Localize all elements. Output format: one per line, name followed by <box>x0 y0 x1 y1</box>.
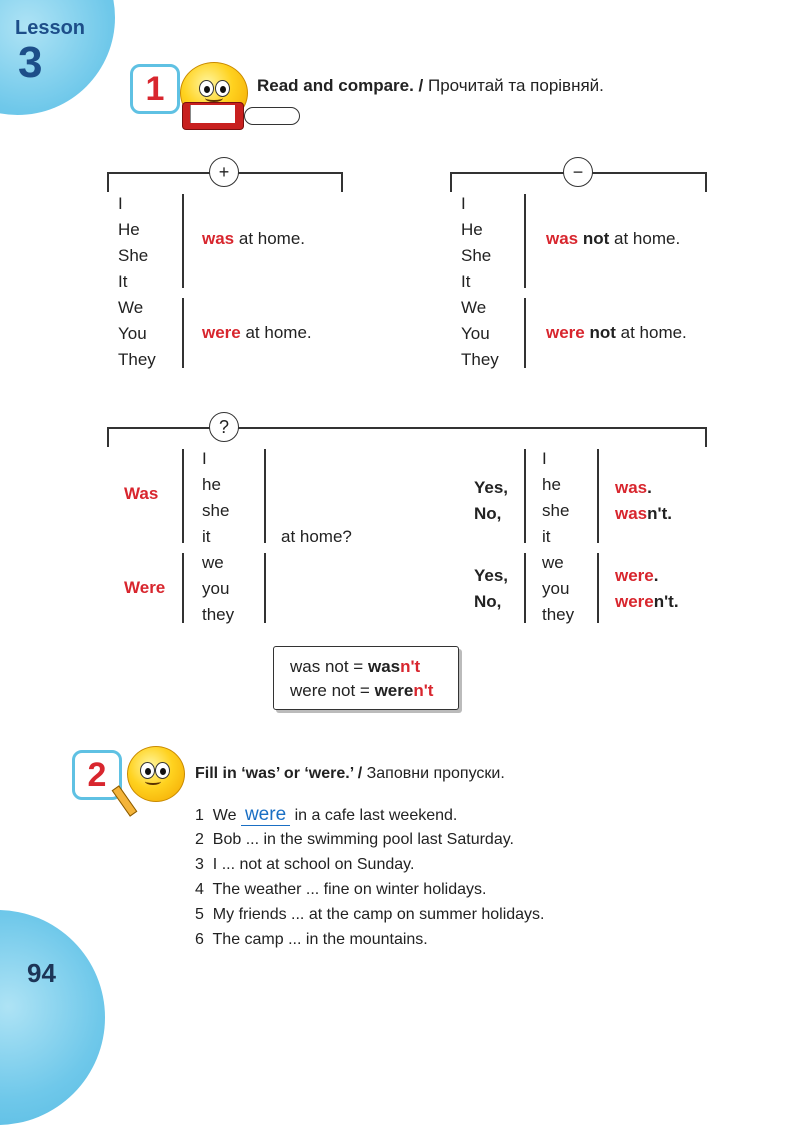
subject: it <box>202 527 211 546</box>
subject: we <box>202 553 224 572</box>
short-answers-were: were. weren't. <box>615 566 679 611</box>
subject: She <box>461 246 492 265</box>
subject: he <box>202 475 221 494</box>
subject: she <box>542 501 570 520</box>
plus-symbol: + <box>209 157 239 187</box>
subject: We <box>118 298 144 317</box>
page-number-badge <box>0 910 105 1125</box>
subject: They <box>461 350 499 369</box>
instruction-bold: Fill in ‘was’ or ‘were.’ / <box>195 765 363 782</box>
page-number: 94 <box>27 958 56 988</box>
list-item: 6 The camp ... in the mountains. <box>195 931 428 948</box>
subject: They <box>118 350 156 369</box>
exercise-1-instruction <box>257 76 604 96</box>
answers-yes-no-was: Yes, No, <box>474 478 509 523</box>
list-item: 2 Bob ... in the swimming pool last Saturday. <box>195 831 514 848</box>
subject: they <box>542 605 575 624</box>
short-answers-was: was. wasn't. <box>615 478 672 523</box>
exercise-number-2: 2 <box>72 750 122 800</box>
question-symbol: ? <box>209 412 239 442</box>
subject: You <box>118 324 147 343</box>
positive-were-phrase: were at home. <box>202 323 312 342</box>
exercise-2-list <box>195 802 544 952</box>
handwritten-answer: were <box>241 804 290 826</box>
lesson-number: 3 <box>18 38 43 87</box>
question-was: Was <box>124 484 159 503</box>
positive-was-phrase: was at home. <box>202 229 306 248</box>
list-item: 4 The weather ... fine on winter holidays. <box>195 881 487 898</box>
subject: it <box>542 527 551 546</box>
subject: I <box>202 449 207 468</box>
answers-yes-no-were: Yes, No, <box>474 566 509 611</box>
subject: you <box>202 579 230 598</box>
subject: She <box>118 246 149 265</box>
negative-was-phrase: was not at home. <box>546 229 681 248</box>
contraction-box <box>273 646 459 710</box>
minus-symbol: − <box>563 157 593 187</box>
subject: they <box>202 605 235 624</box>
subject: he <box>542 475 561 494</box>
instruction-bold: Read and compare. / <box>257 76 424 95</box>
list-item: 1 We were in a cafe last weekend. <box>195 804 458 825</box>
subject: It <box>461 272 471 291</box>
subject: she <box>202 501 230 520</box>
subject: It <box>118 272 128 291</box>
question-at-home: at home? <box>281 527 352 546</box>
negative-were-phrase: were not at home. <box>546 323 687 342</box>
subject: you <box>542 579 570 598</box>
subject: I <box>542 449 547 468</box>
list-item: 3 I ... not at school on Sunday. <box>195 856 415 873</box>
subject: I <box>118 194 123 213</box>
exercise-2-instruction <box>195 765 505 783</box>
exercise-number-1: 1 <box>130 64 180 114</box>
lesson-label: Lesson <box>15 17 86 39</box>
subject: we <box>542 553 564 572</box>
subject: I <box>461 194 466 213</box>
contraction-was: was not = wasn't <box>290 657 421 676</box>
list-item: 5 My friends ... at the camp on summer holidays. <box>195 906 545 923</box>
contraction-were: were not = weren't <box>290 681 434 700</box>
subject: He <box>461 220 483 239</box>
subject: We <box>461 298 487 317</box>
instruction-translation: Заповни пропуски. <box>362 765 505 782</box>
subject: You <box>461 324 490 343</box>
instruction-translation: Прочитай та порівняй. <box>423 76 604 95</box>
subject: He <box>118 220 140 239</box>
question-were: Were <box>124 578 166 597</box>
